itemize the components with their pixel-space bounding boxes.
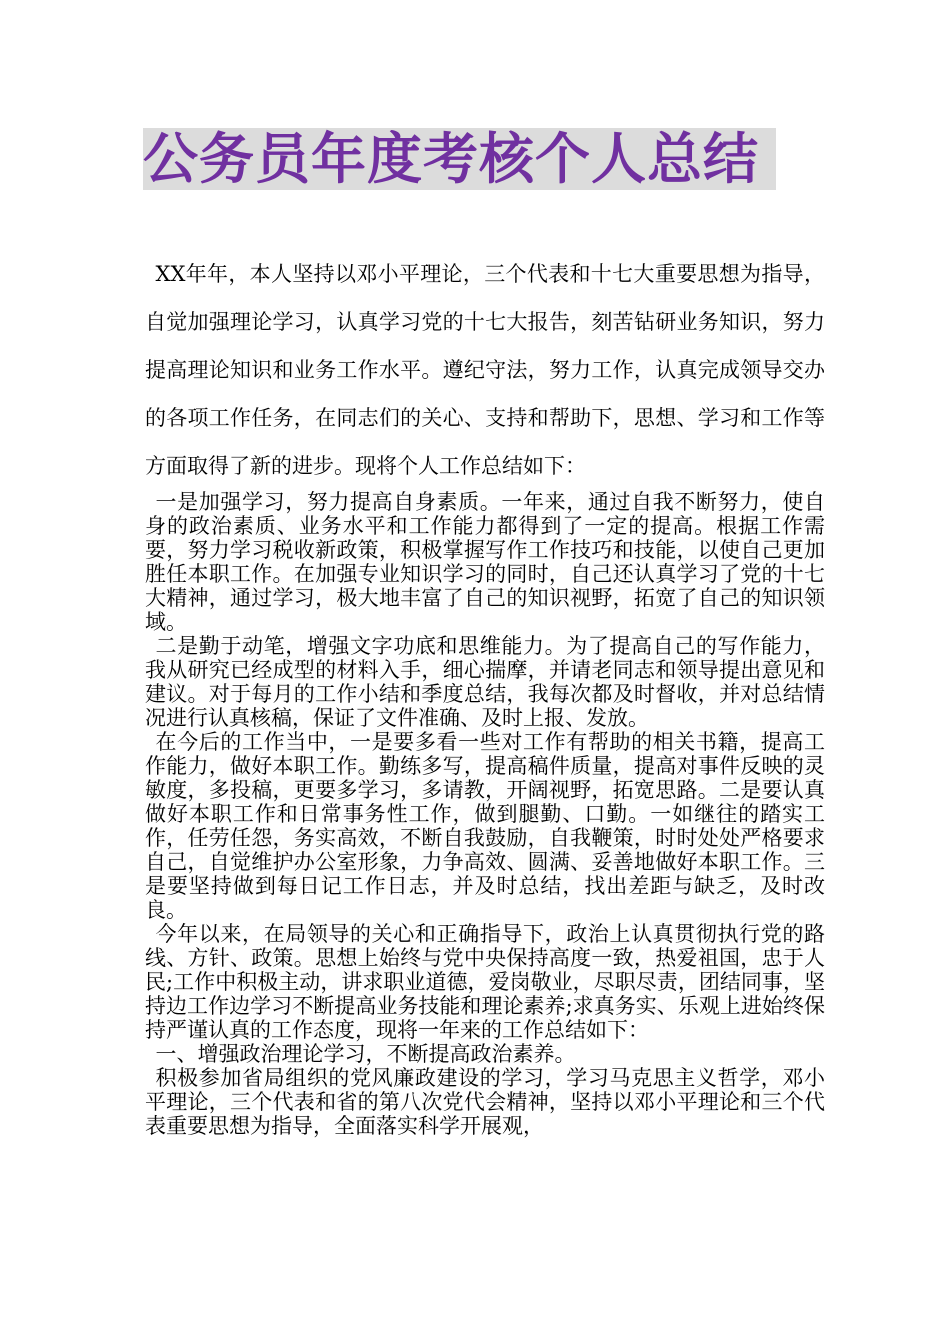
paragraph-party-study: 积极参加省局组织的党风廉政建设的学习，学习马克思主义哲学，邓小平理论，三个代表和省的第八次党代会精神，坚持以邓小平理论和三个代表重要思想为指导，全面落实科学开展观， [145,1066,825,1138]
paragraph-section-heading: 一、增强政治理论学习，不断提高政治素养。 [155,1042,576,1066]
paragraph-intro: XX年年，本人坚持以邓小平理论，三个代表和十七大重要思想为指导，自觉加强理论学习，认真学习党的十七大报告，刻苦钻研业务知识，努力提高理论知识和业务工作水平。遵纪守法，努力工作，认真完成领导交办的各项工作任务，在同志们的关心、支持和帮助下，思想、学习和工作等方面取得了新的进步。现将个人工作总结如下： [145,262,825,478]
document-title: 公务员年度考核个人总结 [143,127,760,191]
paragraph-writing: 二是勤于动笔，增强文字功底和思维能力。为了提高自己的写作能力，我从研究已经成型的材料入手，细心揣摩，并请老同志和领导提出意见和建议。对于每月的工作小结和季度总结，我每次都及时督收，并对总结情况进行认真核稿，保证了文件准确、及时上报、发放。 [145,634,825,730]
paragraph-study: 一是加强学习，努力提高自身素质。一年来，通过自我不断努力，使自身的政治素质、业务水平和工作能力都得到了一定的提高。根据工作需要，努力学习税收新政策，积极掌握写作工作技巧和技能，以使自己更加胜任本职工作。在加强专业知识学习的同时，自己还认真学习了党的十七大精神，通过学习，极大地丰富了自己的知识视野，拓宽了自己的知识领域。 [145,490,825,634]
paragraph-this-year: 今年以来，在局领导的关心和正确指导下，政治上认真贯彻执行党的路线、方针、政策。思想上始终与党中央保持高度一致，热爱祖国，忠于人民;工作中积极主动，讲求职业道德，爱岗敬业，尽职尽责，团结同事，坚持边工作边学习不断提高业务技能和理论素养;求真务实、乐观上进始终保持严谨认真的工作态度，现将一年来的工作总结如下： [145,922,825,1042]
document-body [145,250,825,1138]
paragraph-future-work: 在今后的工作当中，一是要多看一些对工作有帮助的相关书籍，提高工作能力，做好本职工作。勤练多写，提高稿件质量，提高对事件反映的灵敏度，多投稿，更要多学习，多请教，开阔视野，拓宽思路。二是要认真做好本职工作和日常事务性工作，做到腿勤、口勤。一如继往的踏实工作，任劳任怨，务实高效，不断自我鼓励，自我鞭策，时时处处严格要求自己，自觉维护办公室形象，力争高效、圆满、妥善地做好本职工作。三是要坚持做到每日记工作日志，并及时总结，找出差距与缺乏，及时改良。 [145,730,825,922]
title-highlight [143,128,776,190]
